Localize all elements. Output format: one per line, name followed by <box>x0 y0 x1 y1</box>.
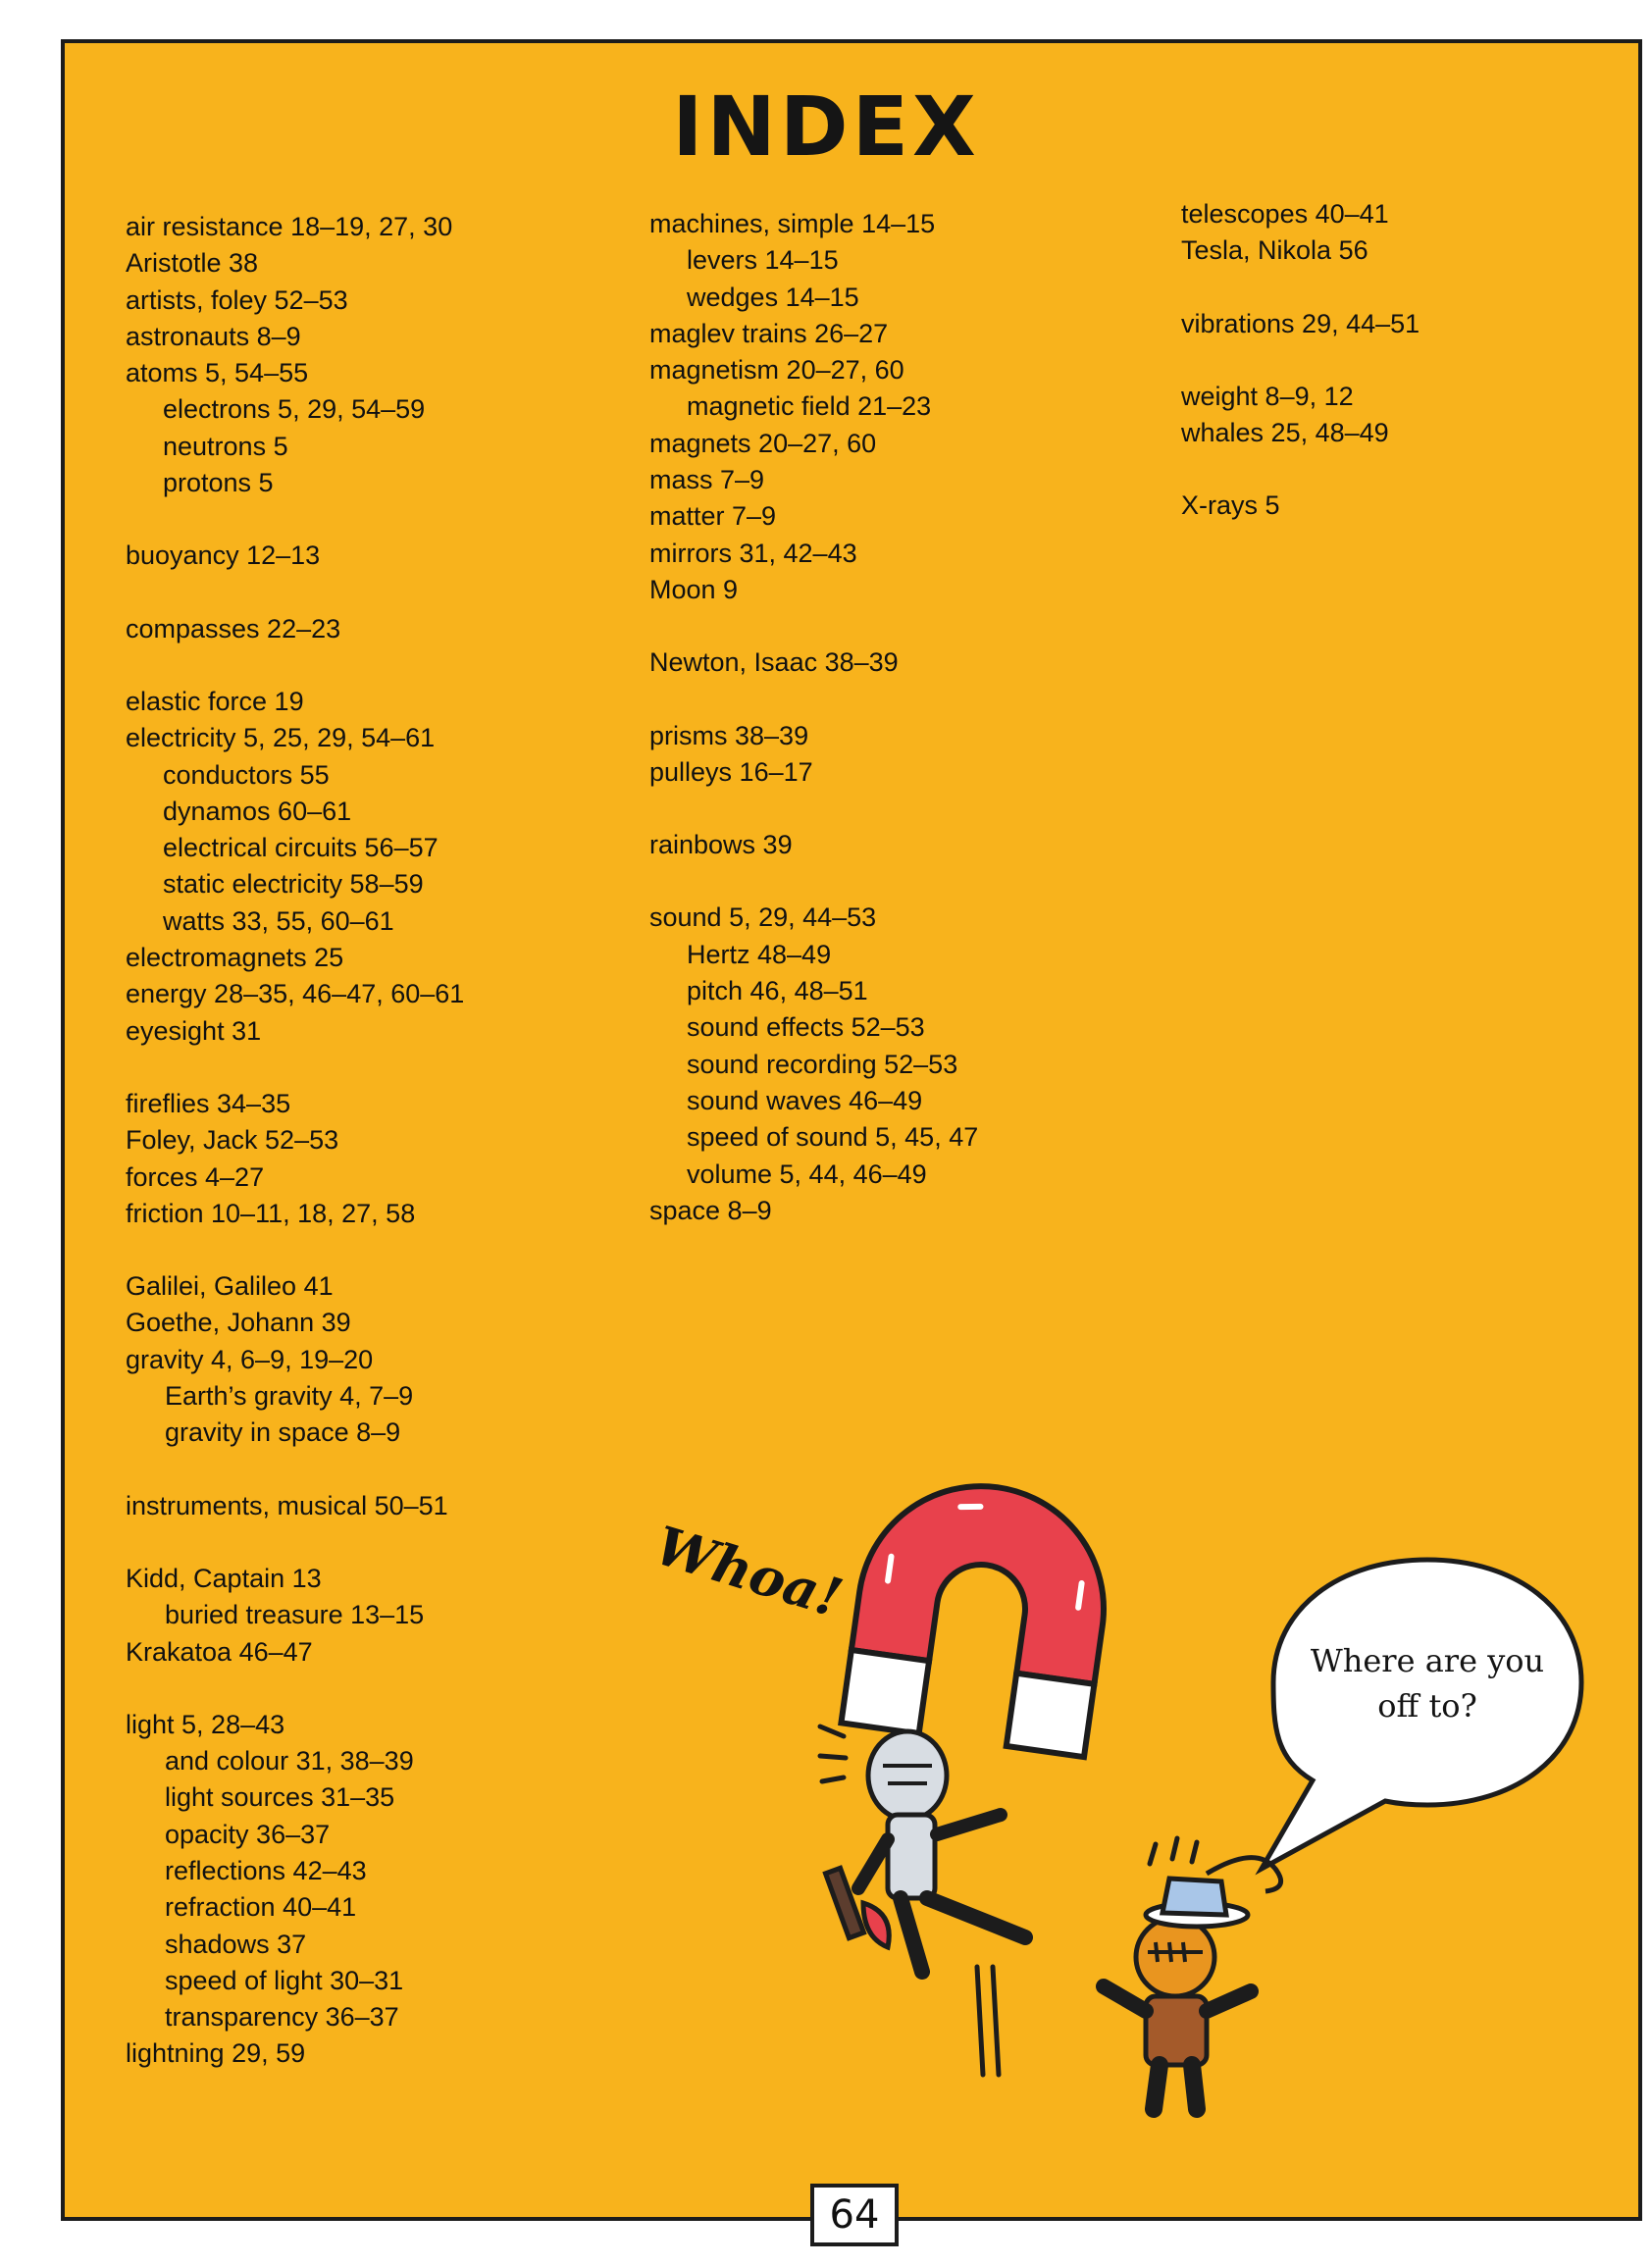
index-subentry: conductors 55 <box>163 759 330 790</box>
index-entry: eyesight 31 <box>126 1015 262 1046</box>
index-subentry: and colour 31, 38–39 <box>165 1746 414 1777</box>
index-entry: air resistance 18–19, 27, 30 <box>126 212 453 241</box>
index-subentry: speed of sound 5, 45, 47 <box>687 1122 979 1153</box>
index-subentry: electrical circuits 56–57 <box>163 833 439 863</box>
index-entry: vibrations 29, 44–51 <box>1181 308 1420 338</box>
knight-illustration <box>826 1731 1025 1972</box>
index-entry: artists, foley 52–53 <box>126 284 348 315</box>
index-subentry: magnetic field 21–23 <box>687 391 932 422</box>
index-entry: whales 25, 48–49 <box>1181 418 1389 448</box>
index-subentry: electrons 5, 29, 54–59 <box>163 394 426 425</box>
index-entry: friction 10–11, 18, 27, 58 <box>126 1198 416 1228</box>
index-entry: Foley, Jack 52–53 <box>126 1125 339 1156</box>
index-subentry: volume 5, 44, 46–49 <box>687 1159 927 1189</box>
index-entry: magnetism 20–27, 60 <box>649 355 904 386</box>
index-entry: forces 4–27 <box>126 1161 265 1192</box>
index-entry: Galilei, Galileo 41 <box>126 1271 334 1302</box>
index-subentry: sound waves 46–49 <box>687 1085 923 1115</box>
index-subentry: sound recording 52–53 <box>687 1049 958 1079</box>
index-entry: instruments, musical 50–51 <box>126 1490 448 1520</box>
index-entry: electromagnets 25 <box>126 943 344 973</box>
scarecrow-illustration <box>1104 1838 1281 2109</box>
index-entry: compasses 22–23 <box>126 613 341 644</box>
index-subentry: dynamos 60–61 <box>163 796 352 826</box>
index-entry: space 8–9 <box>649 1195 772 1225</box>
index-entry: atoms 5, 54–55 <box>126 358 309 388</box>
index-subentry: speed of light 30–31 <box>165 1965 404 1995</box>
index-entry: pulleys 16–17 <box>649 756 813 787</box>
index-entry: Tesla, Nikola 56 <box>1181 235 1368 266</box>
speech-bubble-text: Where are you off to? <box>1310 1642 1545 1725</box>
index-entry: weight 8–9, 12 <box>1181 381 1354 411</box>
index-entry: lightning 29, 59 <box>126 2038 306 2069</box>
index-entry: electricity 5, 25, 29, 54–61 <box>126 723 436 753</box>
index-subentry: levers 14–15 <box>687 245 839 276</box>
index-subentry: light sources 31–35 <box>165 1782 395 1813</box>
whoa-exclamation: Whoa! <box>647 1513 850 1630</box>
index-subentry: static electricity 58–59 <box>163 869 424 900</box>
index-entry: Newton, Isaac 38–39 <box>649 647 899 678</box>
index-entry: telescopes 40–41 <box>1181 199 1389 229</box>
index-subentry: sound effects 52–53 <box>687 1012 925 1043</box>
index-entry: maglev trains 26–27 <box>649 318 889 348</box>
index-entry: gravity 4, 6–9, 19–20 <box>126 1344 374 1374</box>
index-entry: mirrors 31, 42–43 <box>649 538 857 568</box>
index-entry: magnets 20–27, 60 <box>649 428 877 458</box>
page-number: 64 <box>810 2184 899 2246</box>
index-subentry: reflections 42–43 <box>165 1855 367 1885</box>
index-entry: Moon 9 <box>649 574 739 604</box>
index-entry: X-rays 5 <box>1181 490 1280 521</box>
index-entry: mass 7–9 <box>649 465 765 495</box>
magnet-illustration <box>841 1470 1119 1757</box>
index-subentry: transparency 36–37 <box>165 2002 399 2033</box>
index-entry: machines, simple 14–15 <box>649 209 936 238</box>
index-entry: elastic force 19 <box>126 686 304 716</box>
index-entry: Krakatoa 46–47 <box>126 1636 313 1667</box>
index-subentry: Hertz 48–49 <box>687 939 832 969</box>
index-subentry: refraction 40–41 <box>165 1892 357 1923</box>
index-subentry: pitch 46, 48–51 <box>687 976 868 1006</box>
index-subentry: protons 5 <box>163 468 274 498</box>
index-entry: energy 28–35, 46–47, 60–61 <box>126 979 465 1009</box>
index-entry: Goethe, Johann 39 <box>126 1308 351 1338</box>
index-entry: fireflies 34–35 <box>126 1088 291 1118</box>
index-entry: rainbows 39 <box>649 830 793 860</box>
index-entry: matter 7–9 <box>649 501 777 532</box>
index-entry: buoyancy 12–13 <box>126 541 321 571</box>
index-subentry: gravity in space 8–9 <box>165 1417 401 1448</box>
index-entry: light 5, 28–43 <box>126 1709 285 1739</box>
index-subentry: neutrons 5 <box>163 431 288 461</box>
index-entry: Kidd, Captain 13 <box>126 1563 322 1593</box>
index-subentry: shadows 37 <box>165 1929 307 1959</box>
index-subentry: Earth’s gravity 4, 7–9 <box>165 1381 414 1412</box>
index-subentry: watts 33, 55, 60–61 <box>163 905 394 936</box>
index-entry: prisms 38–39 <box>649 720 809 750</box>
index-entry: sound 5, 29, 44–53 <box>649 902 877 933</box>
index-subentry: opacity 36–37 <box>165 1819 331 1849</box>
index-entry: Aristotle 38 <box>126 248 259 279</box>
index-subentry: wedges 14–15 <box>687 282 859 312</box>
page-title: INDEX <box>672 78 980 175</box>
index-subentry: buried treasure 13–15 <box>165 1600 425 1630</box>
index-entry: astronauts 8–9 <box>126 321 301 351</box>
